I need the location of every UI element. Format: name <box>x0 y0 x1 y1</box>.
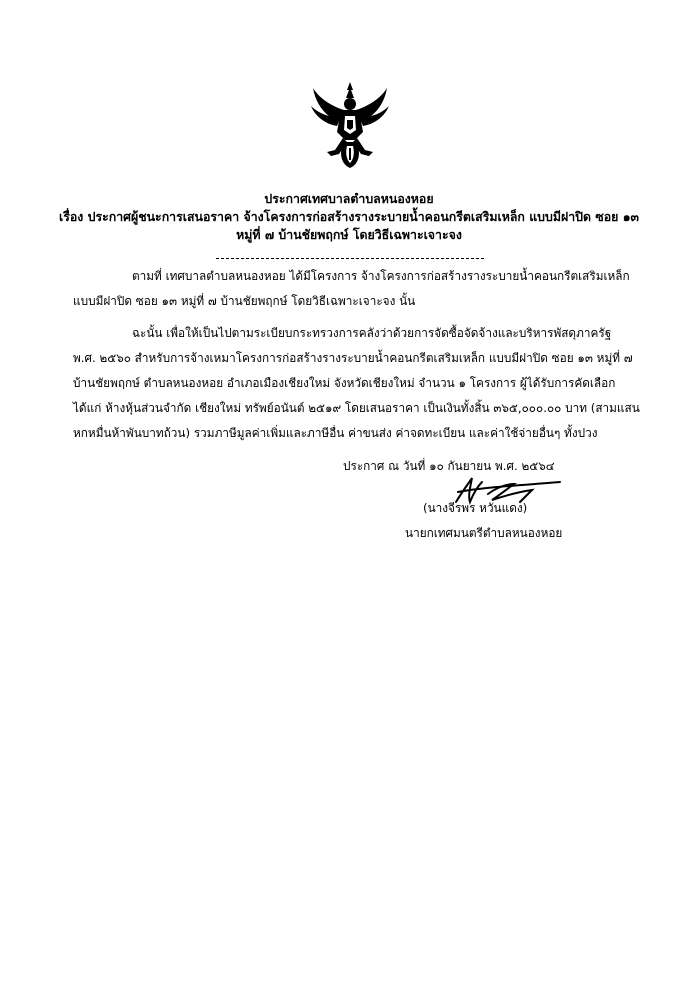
paragraph-2-line-2: พ.ศ. ๒๕๖๐ สำหรับการจ้างเหมาโครงการก่อสร้างรางระบายน้ำคอนกรีตเสริมเหล็ก แบบมีฝาปิด ซอย ๑๓ หมู่ที่ ๗ <box>73 351 633 365</box>
paragraph-1-line-2: แบบมีฝาปิด ซอย ๑๓ หมู่ที่ ๗ บ้านชัยพฤกษ์ โดยวิธีเฉพาะเจาะจง นั้น <box>73 294 416 308</box>
announcement-title: ประกาศเทศบาลตำบลหนองหอย <box>264 191 434 206</box>
paragraph-2-line-1: ฉะนั้น เพื่อให้เป็นไปตามระเบียบกระทรวงการคลังว่าด้วยการจัดซื้อจัดจ้างและบริหารพัสดุภาครัฐ <box>132 326 612 340</box>
signer-name: (นางจีรพร หวันแดง) <box>423 501 528 515</box>
paragraph-2-line-5: หกหมื่นห้าพันบาทถ้วน) รวมภาษีมูลค่าเพิ่มและภาษีอื่น ค่าขนส่ง ค่าจดทะเบียน และค่าใช้จ่ายอื่นๆ ทั้งปวง <box>73 426 598 440</box>
paragraph-2-line-3: บ้านชัยพฤกษ์ ตำบลหนองหอย อำเภอเมืองเชียงใหม่ จังหวัดเชียงใหม่ จำนวน ๑ โครงการ ผู้ได้รับการคัดเลือก <box>73 376 616 390</box>
announcement-subject: เรื่อง ประกาศผู้ชนะการเสนอราคา จ้างโครงการก่อสร้างรางระบายน้ำคอนกรีตเสริมเหล็ก แบบมีฝาปิด ซอย ๑๓ <box>58 209 639 224</box>
signer-title: นายกเทศมนตรีตำบลหนองหอย <box>405 526 563 540</box>
announcement-subject-continued: หมู่ที่ ๗ บ้านชัยพฤกษ์ โดยวิธีเฉพาะเจาะจง <box>236 227 462 242</box>
paragraph-2-line-4: ได้แก่ ห้างหุ้นส่วนจำกัด เชียงใหม่ ทรัพย์อนันต์ ๒๕๑๙ โดยเสนอราคา เป็นเงินทั้งสิ้น ๓๖๕,๐๐๐.๐๐ บาท (สามแสน <box>73 401 640 415</box>
paragraph-1-line-1: ตามที่ เทศบาลตำบลหนองหอย ได้มีโครงการ จ้างโครงการก่อสร้างรางระบายน้ำคอนกรีตเสริมเหล็ก <box>132 269 630 283</box>
header-divider <box>216 258 484 259</box>
garuda-emblem-icon <box>309 80 391 170</box>
announcement-date: ประกาศ ณ วันที่ ๑๐ กันยายน พ.ศ. ๒๕๖๔ <box>343 459 555 473</box>
